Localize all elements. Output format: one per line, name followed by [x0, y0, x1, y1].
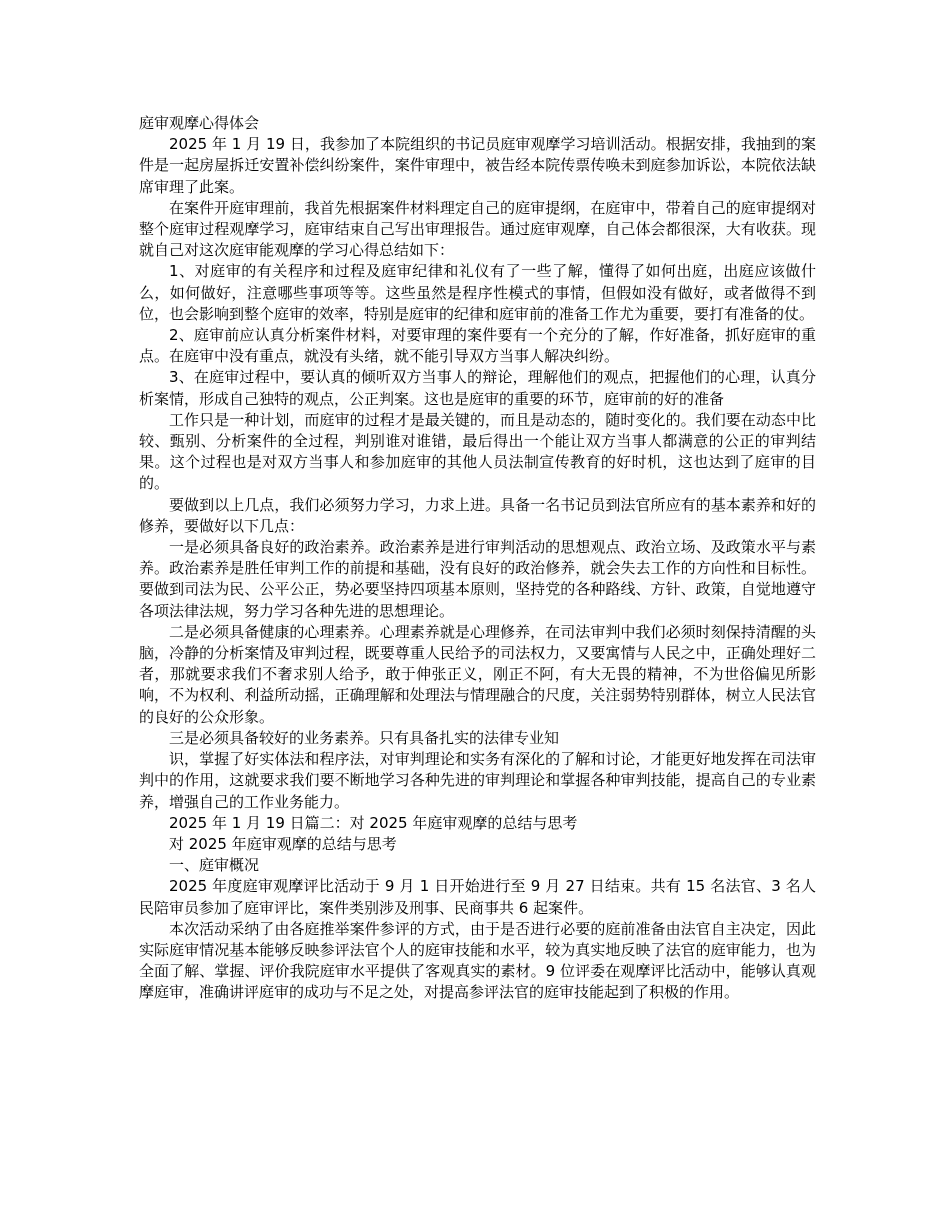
paragraph-point-1: 1、对庭审的有关程序和过程及庭审纪律和礼仪有了一些了解，懂得了如何出庭，出庭应该做什么，如何做好，注意哪些事项等等。这些虽然是程序性模式的事情，但假如没有做好，或者做得不到位，也会影响到整个庭审的效率，特别是庭审的纪律和庭审前的准备工作尤为重要，要打有准备的仗。 [139, 262, 816, 323]
paragraph-point-3-continued: 工作只是一种计划，而庭审的过程才是最关键的，而且是动态的，随时变化的。我们要在动态中比较、甄别、分析案件的全过程，判别谁对谁错，最后得出一个能让双方当事人都满意的公正的审判结果。这个过程也是对双方当事人和参加庭审的其他人员法制宣传教育的好时机，这也达到了庭审的目的。 [139, 410, 816, 493]
paragraph-date-part-two: 2025 年 1 月 19 日篇二：对 2025 年庭审观摩的总结与思考 [169, 813, 578, 832]
document-page [139, 113, 816, 1004]
paragraph-point-2: 2、庭审前应认真分析案件材料，对要审理的案件要有一个充分的了解，作好准备，抓好庭审的重点。在庭审中没有重点，就没有头绪，就不能引导双方当事人解决纠纷。 [139, 326, 816, 366]
paragraph-activity-method: 本次活动采纳了由各庭推举案件参评的方式，由于是否进行必要的庭前准备由法官自主决定，因此实际庭审情况基本能够反映参评法官个人的庭审技能和水平，较为真实地反映了法官的庭审能力，也为全面了解、掌握、评价我院庭审水平提供了客观真实的素材。9 位评委在观摩评比活动中，能够认真观摩庭审，准确讲评庭审的成功与不足之处，对提高参评法官的庭审技能起到了积极的作用。 [139, 919, 816, 1002]
paragraph-political: 一是必须具备良好的政治素养。政治素养是进行审判活动的思想观点、政治立场、及政策水平与素养。政治素养是胜任审判工作的前提和基础，没有良好的政治修养，就会失去工作的方向性和目标性。要做到司法为民、公平公正，势必要坚持四项基本原则，坚持党的各种路线、方针、政策，自觉地遵守各项法律法规，努力学习各种先进的思想理论。 [139, 538, 816, 620]
section-heading-overview: 一、庭审概况 [169, 856, 260, 875]
paragraph-requirements: 要做到以上几点，我们必须努力学习，力求上进。具备一名书记员到法官所应有的基本素养和好的修养，要做好以下几点： [139, 495, 816, 535]
paragraph-professional-continued: 识，掌握了好实体法和程序法，对审判理论和实务有深化的了解和讨论，才能更好地发挥在司法审判中的作用，这就要求我们要不断地学习各种先进的审判理论和掌握各种审判技能，提高自己的专业素养，增强自己的工作业务能力。 [139, 750, 816, 811]
paragraph-point-3: 3、在庭审过程中，要认真的倾听双方当事人的辩论，理解他们的观点，把握他们的心理，认真分析案情，形成自己独特的观点，公正判案。这也是庭审的重要的环节，庭审前的好的准备 [139, 368, 816, 408]
paragraph-intro: 2025 年 1 月 19 日，我参加了本院组织的书记员庭审观摩学习培训活动。根据安排，我抽到的案件是一起房屋拆迁安置补偿纠纷案件，案件审理中，被告经本院传票传唤未到庭参加诉讼，本院依法缺席审理了此案。 [139, 135, 816, 196]
paragraph-activity-summary: 2025 年度庭审观摩评比活动于 9 月 1 日开始进行至 9 月 27 日结束。共有 15 名法官、3 名人民陪审员参加了庭审评比，案件类别涉及刑事、民商事共 6 起案件。 [139, 877, 816, 917]
paragraph-professional: 三是必须具备较好的业务素养。只有具备扎实的法律专业知 [169, 728, 560, 747]
paragraph-psychological: 二是必须具备健康的心理素养。心理素养就是心理修养，在司法审判中我们必须时刻保持清醒的头脑，冷静的分析案情及审判过程，既要尊重人民给予的司法权力，又要寓情与人民之中，正确处理好二者，那就要求我们不奢求别人给予，敢于伸张正义，刚正不阿，有大无畏的精神，不为世俗偏见所影响，不为权利、利益所动摇，正确理解和处理法与情理融合的尺度，关注弱势特别群体，树立人民法官的良好的公众形象。 [139, 622, 816, 726]
document-title: 庭审观摩心得体会 [139, 114, 260, 132]
paragraph-subtitle: 对 2025 年庭审观摩的总结与思考 [169, 834, 397, 853]
paragraph-preparation: 在案件开庭审理前，我首先根据案件材料理定自己的庭审提纲，在庭审中，带着自己的庭审提纲对整个庭审过程观摩学习，庭审结束自己写出审理报告。通过庭审观摩，自己体会都很深，大有收获。现就自己对这次庭审能观摩的学习心得总结如下： [139, 198, 816, 260]
